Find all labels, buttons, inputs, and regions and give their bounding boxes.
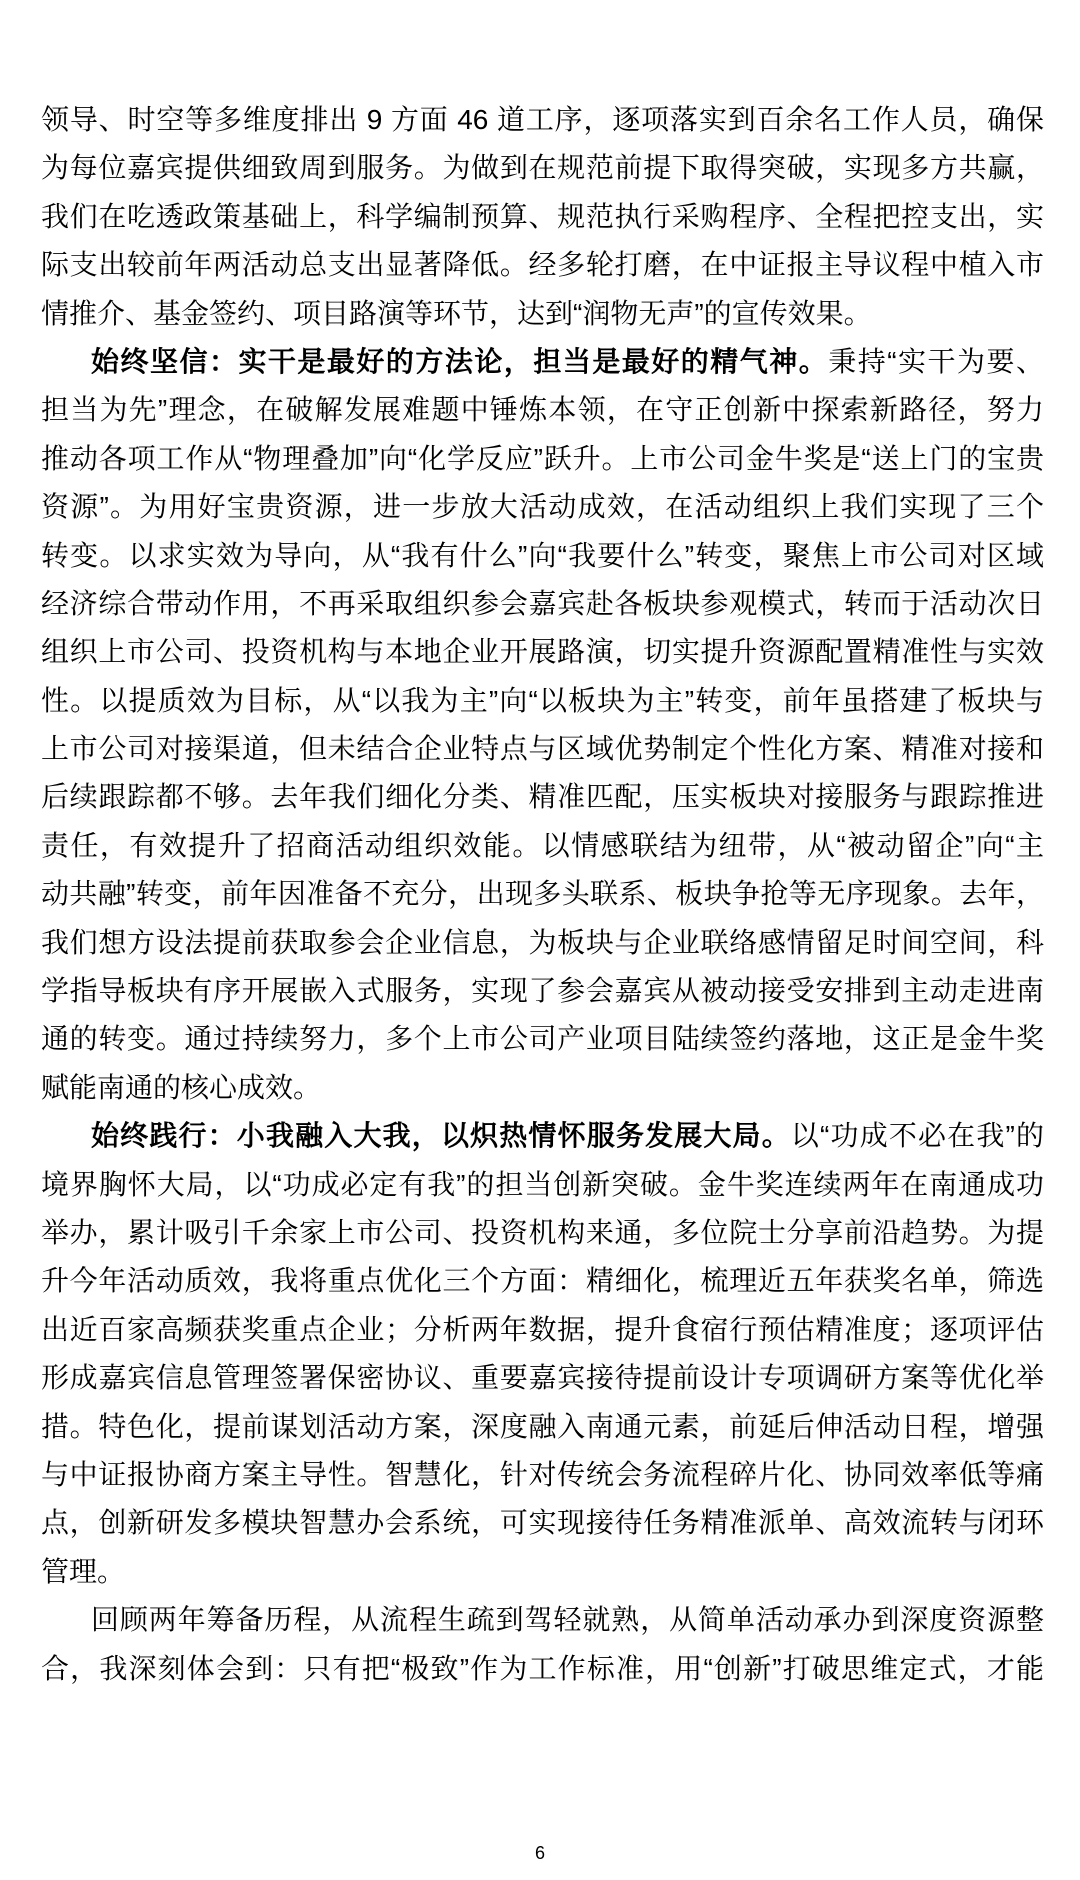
text-line: 回顾两年筹备历程，从流程生疏到驾轻就熟，从简单活动承办到深度资源整 <box>91 1604 1044 1636</box>
text-line: 性。以提质效为目标，从“以我为主”向“以板块为主”转变，前年虽搭建了板块与 <box>41 684 1044 716</box>
paragraph-2 <box>41 338 1044 1112</box>
text-line: 为每位嘉宾提供细致周到服务。为做到在规范前提下取得突破，实现多方共赢， <box>41 152 1044 184</box>
text-line: 出近百家高频获奖重点企业；分析两年数据，提升食宿行预估精准度；逐项评估 <box>41 1313 1044 1345</box>
text-line: 际支出较前年两活动总支出显著降低。经多轮打磨，在中证报主导议程中植入市 <box>41 249 1044 281</box>
text-line: 境界胸怀大局，以“功成必定有我”的担当创新突破。金牛奖连续两年在南通成功 <box>41 1168 1044 1200</box>
bold-lead-sentence: 始终坚信：实干是最好的方法论，担当是最好的精气神。 <box>91 345 829 377</box>
text-line: 责任，有效提升了招商活动组织效能。以情感联结为纽带，从“被动留企”向“主 <box>41 829 1044 861</box>
paragraph-4 <box>41 1596 1044 1693</box>
text-line: 推动各项工作从“物理叠加”向“化学反应”跃升。上市公司金牛奖是“送上门的宝贵 <box>41 442 1044 474</box>
text-line <box>41 338 1044 386</box>
text-line: 担当为先”理念，在破解发展难题中锤炼本领，在守正创新中探索新路径，努力 <box>41 394 1044 426</box>
text-line: 学指导板块有序开展嵌入式服务，实现了参会嘉宾从被动接受安排到主动走进南 <box>41 975 1044 1007</box>
line-text: 以“功成不必在我”的 <box>790 1120 1044 1152</box>
text-line: 形成嘉宾信息管理签署保密协议、重要嘉宾接待提前设计专项调研方案等优化举 <box>41 1362 1044 1394</box>
text-line: 经济综合带动作用，不再采取组织参会嘉宾赴各板块参观模式，转而于活动次日 <box>41 587 1044 619</box>
text-line: 措。特色化，提前谋划活动方案，深度融入南通元素，前延后伸活动日程，增强 <box>41 1410 1044 1442</box>
document-body <box>41 96 1044 1693</box>
text-line: 我们想方设法提前获取参会企业信息，为板块与企业联络感情留足时间空间，科 <box>41 926 1044 958</box>
text-line <box>41 1112 1044 1160</box>
text-line: 上市公司对接渠道，但未结合企业特点与区域优势制定个性化方案、精准对接和 <box>41 733 1044 765</box>
text-line: 转变。以求实效为导向，从“我有什么”向“我要什么”转变，聚焦上市公司对区域 <box>41 539 1044 571</box>
text-line: 我们在吃透政策基础上，科学编制预算、规范执行采购程序、全程把控支出，实 <box>41 200 1044 232</box>
line-text: 秉持“实干为要、 <box>828 345 1044 377</box>
text-line: 与中证报协商方案主导性。智慧化，针对传统会务流程碎片化、协同效率低等痛 <box>41 1458 1044 1490</box>
paragraph-3 <box>41 1112 1044 1596</box>
text-line: 管理。 <box>41 1555 126 1587</box>
text-line: 领导、时空等多维度排出 9 方面 46 道工序，逐项落实到百余名工作人员，确保 <box>41 104 1044 135</box>
bold-lead-sentence: 始终践行：小我融入大我，以炽热情怀服务发展大局。 <box>91 1120 791 1152</box>
text-line: 点，创新研发多模块智慧办会系统，可实现接待任务精准派单、高效流转与闭环 <box>41 1507 1044 1539</box>
text-line: 动共融”转变，前年因准备不充分，出现多头联系、板块争抢等无序现象。去年， <box>41 878 1044 910</box>
text-line: 后续跟踪都不够。去年我们细化分类、精准匹配，压实板块对接服务与跟踪推进 <box>41 781 1044 813</box>
text-line: 情推介、基金签约、项目路演等环节，达到“润物无声”的宣传效果。 <box>41 297 872 329</box>
text-line: 赋能南通的核心成效。 <box>41 1071 322 1103</box>
text-line: 通的转变。通过持续努力，多个上市公司产业项目陆续签约落地，这正是金牛奖 <box>41 1023 1044 1055</box>
paragraph-1 <box>41 96 1044 338</box>
text-line: 组织上市公司、投资机构与本地企业开展路演，切实提升资源配置精准性与实效 <box>41 636 1044 668</box>
text-line: 升今年活动质效，我将重点优化三个方面：精细化，梳理近五年获奖名单，筛选 <box>41 1265 1044 1297</box>
text-line: 合，我深刻体会到：只有把“极致”作为工作标准，用“创新”打破思维定式，才能 <box>41 1652 1044 1684</box>
text-line: 资源”。为用好宝贵资源，进一步放大活动成效，在活动组织上我们实现了三个 <box>41 491 1044 523</box>
text-line: 举办，累计吸引千余家上市公司、投资机构来通，多位院士分享前沿趋势。为提 <box>41 1216 1044 1248</box>
page-number: 6 <box>534 1843 545 1863</box>
